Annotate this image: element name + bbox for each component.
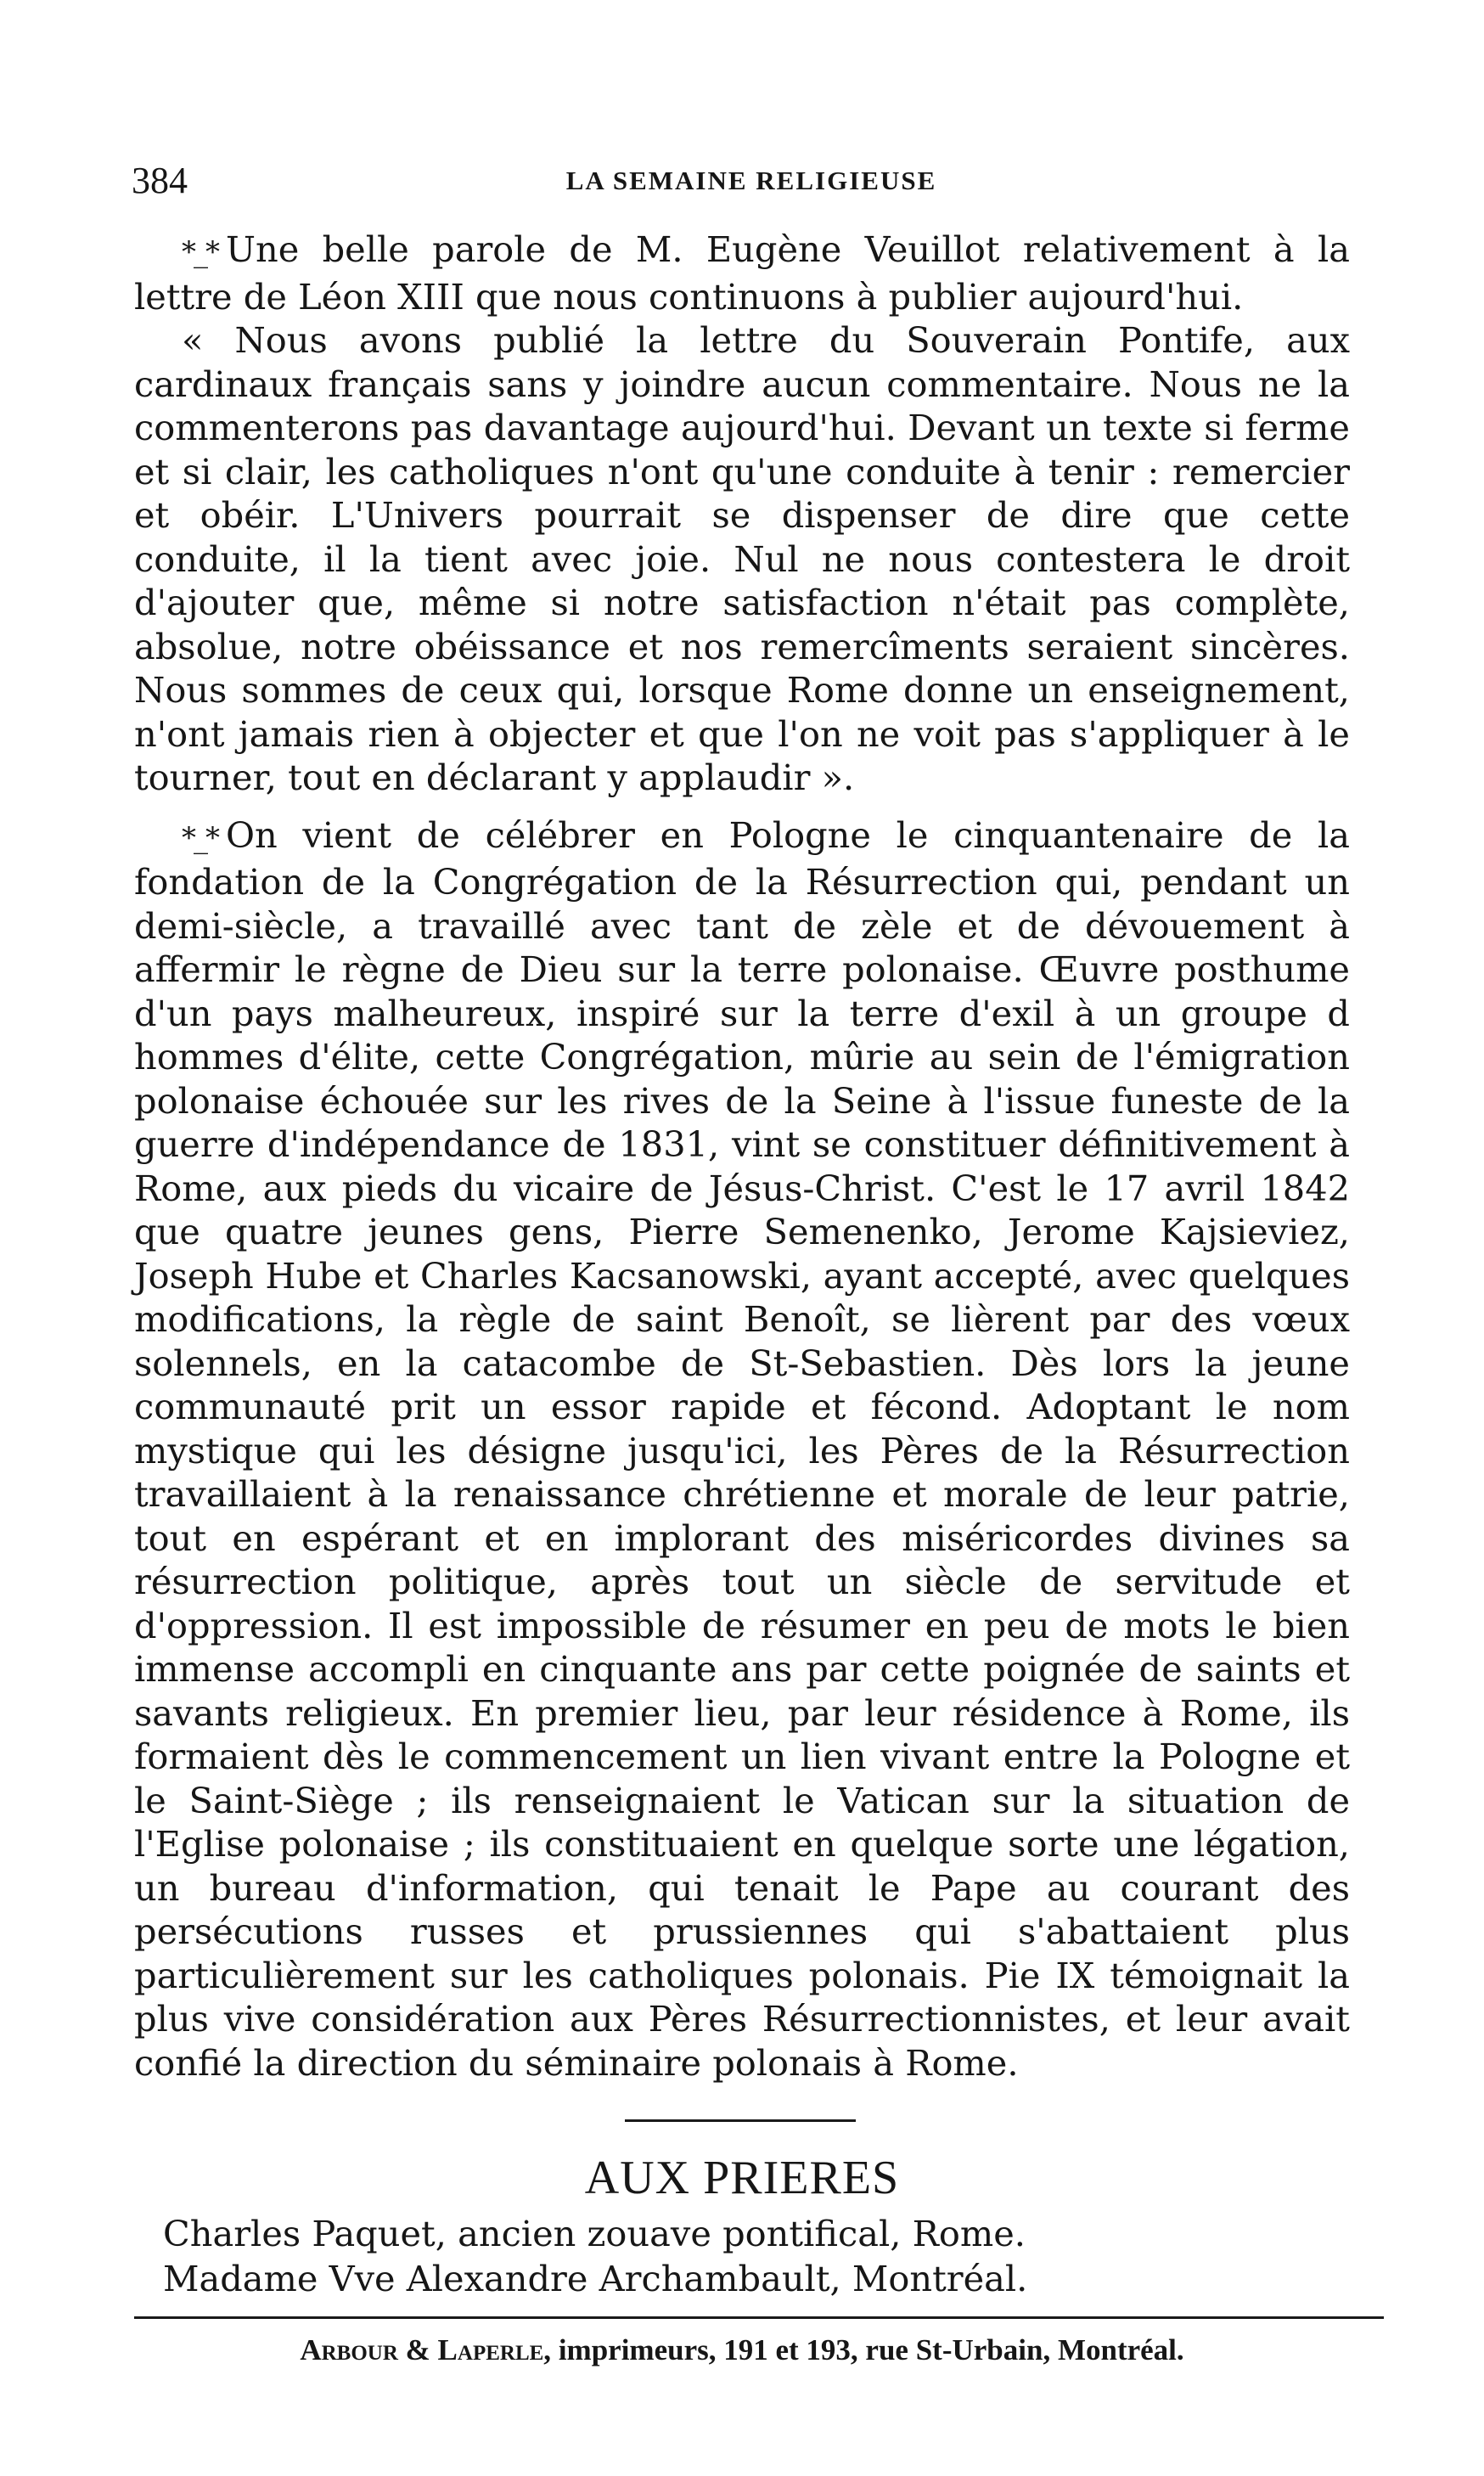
paragraph-text: On vient de célébrer en Pologne le cinquantenaire de la fondation de la Congrégation de la Résurrection qui, pendant un demi-siècle, a travaillé avec tant de zèle et de dévouement à affermir le règne de Dieu sur la terre polonaise. Œuvre posthume d'un pays malheureux, inspiré sur la terre d'exil à un groupe d hommes d'élite, cette Congrégation, mûrie au sein de l'émigration polonaise échouée sur les rives de la Seine à l'issue funeste de la guerre d'indépendance de 1831, vint se constituer définitivement à Rome, aux pieds du vicaire de Jésus-Christ. C'est le 17 avril 1842 que quatre jeunes gens, Pierre Semenenko, Jerome Kajsieviez, Joseph Hube et Charles Kacsanowski, ayant accepté, avec quelques modifications, la règle de saint Benoît, se lièrent par des vœux solennels, en la catacombe de St-Sebastien. Dès lors la jeune communauté prit un essor rapide et fécond. Adoptant le nom mystique qui les désigne jusqu'ici, les Pères de la Résurrection travaillaient à la renaissance chrétienne et morale de leur patrie, tout en espérant et en implorant des miséricordes divines sa résurrection politique, après tout un siècle de servitude et d'oppression. Il est impossible de résumer en peu de mots le bien immense accompli en cinquante ans par cette poignée de saints et savants religieux. En premier lieu, par leur résidence à Rome, ils formaient dès le commencement un lien vivant entre la Pologne et le Saint-Siège ; ils renseignaient le Vatican sur la situation de l'Eglise polonaise ; ils constituaient en quelque sorte une légation, un bureau d'information, qui tenait le Pape au courant des persécutions russes et prussiennes qui s'abattaient plus particulièrement sur les catholiques polonais. Pie IX témoignait la plus vive considération aux Pères Résurrectionnistes, et leur avait confié la direction du séminaire polonais à Rome.	[134, 813, 1350, 2084]
running-head	[132, 160, 1371, 202]
printer-imprint	[0, 2332, 1484, 2369]
printer-address: imprimeurs, 191 et 193, rue St-Urbain, Montréal.	[551, 2333, 1184, 2366]
asterism: *_*	[182, 820, 217, 855]
asterism: *_*	[182, 235, 217, 269]
printer-names: Arbour & Laperle,	[300, 2333, 552, 2366]
prayers-heading: AUX PRIERES	[584, 2152, 900, 2204]
prayer-item: Madame Vve Alexandre Archambault, Montréal.	[163, 2258, 1028, 2299]
prayer-item: Charles Paquet, ancien zouave pontifical, Rome.	[163, 2213, 1026, 2254]
paragraph-text: « Nous avons publié la lettre du Souverain Pontife, aux cardinaux français sans y joindre aucun commentaire. Nous ne la commenterons pas davantage aujourd'hui. Devant un texte si ferme et si clair, les catholiques n'ont qu'une conduite à tenir : remercier et obéir. L'Univers pourrait se dispenser de dire que cette conduite, il la tient avec joie. Nul ne nous contestera le droit d'ajouter que, même si notre satisfaction n'était pas complète, absolue, notre obéissance et nos remercîments seraient sincères. Nous sommes de ceux qui, lorsque Rome donne un enseignement, n'ont jamais rien à objecter et que l'on ne voit pas s'appliquer à le tourner, tout en déclarant y applaudir ».	[134, 319, 1350, 798]
paragraph-text: Une belle parole de M. Eugène Veuillot relativement à la lettre de Léon XIII que nous continuons à publier aujourd'hui.	[134, 228, 1350, 318]
paragraph-resurrection	[134, 813, 1350, 2085]
prayer-list	[163, 2211, 1267, 2301]
running-title: LA SEMAINE RELIGIEUSE	[565, 166, 937, 195]
body-text	[134, 228, 1350, 2085]
paragraph-veuillot-quote	[134, 318, 1350, 800]
section-divider	[625, 2119, 856, 2122]
paragraph-veuillot-intro	[134, 228, 1350, 318]
page-number: 384	[132, 160, 188, 201]
footer-rule	[134, 2316, 1384, 2319]
